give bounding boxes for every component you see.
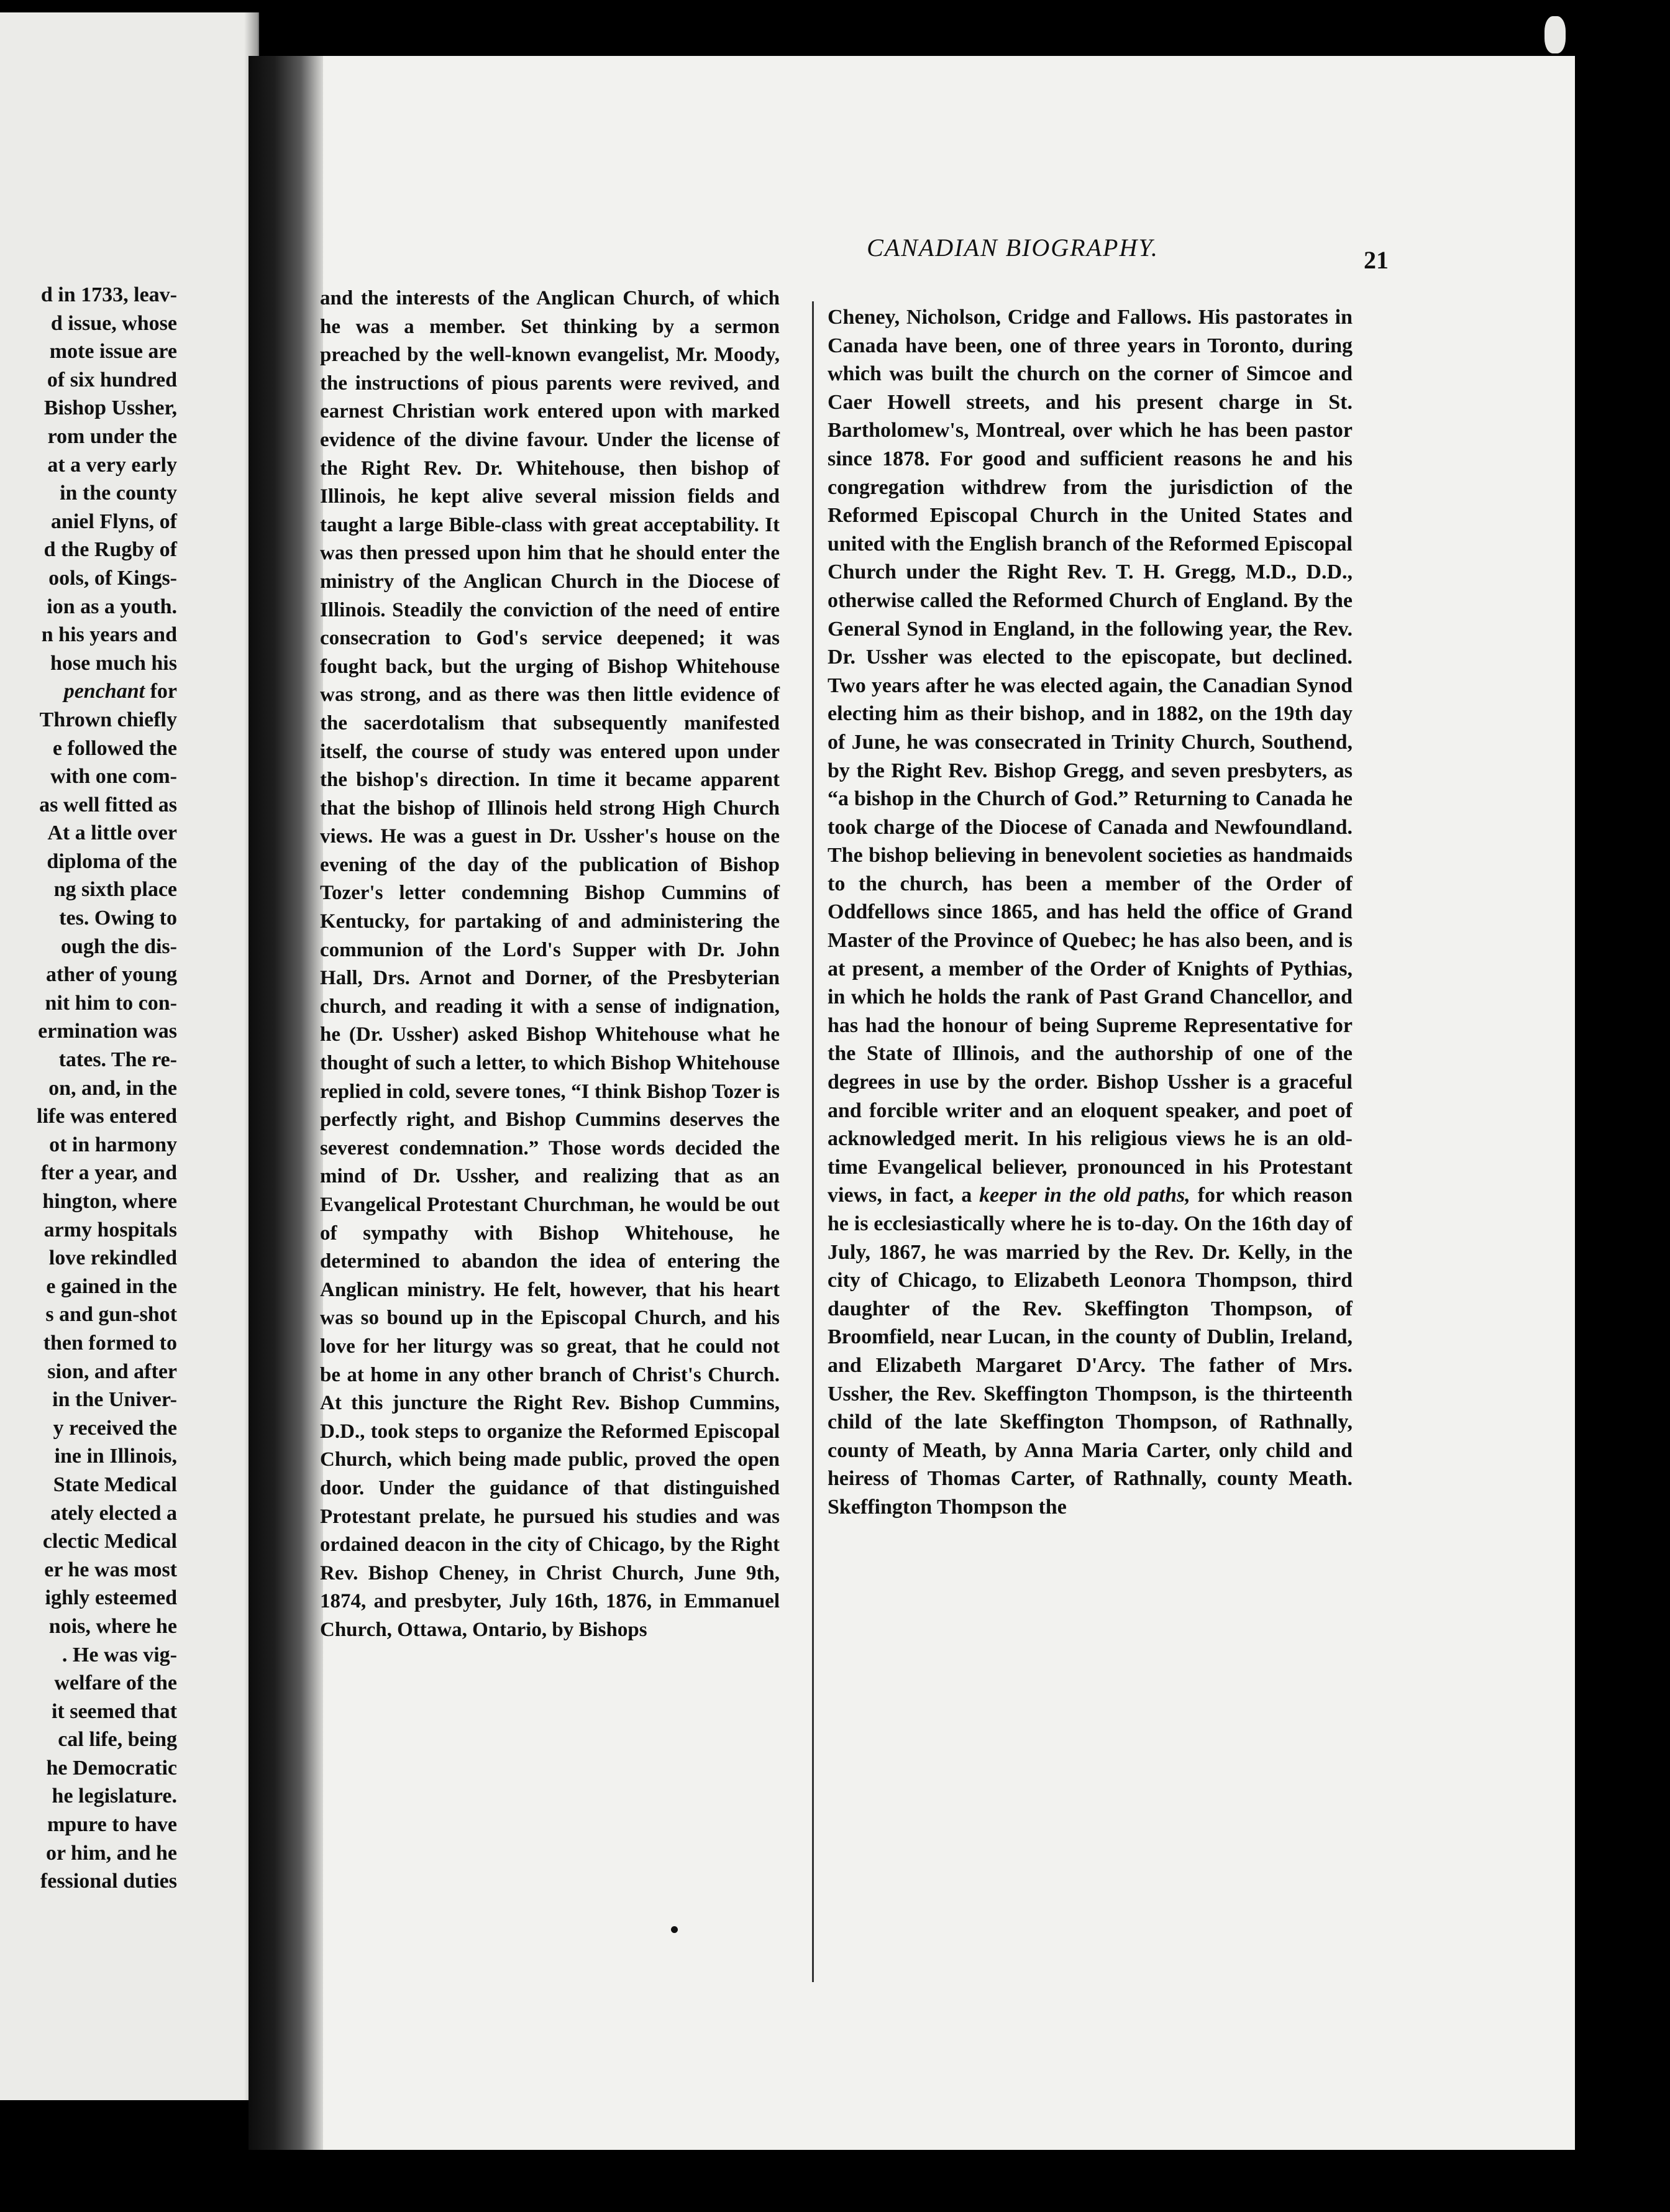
column-divider [812,301,814,1982]
previous-page-line: n his years and [41,623,177,647]
previous-page-line: rom under the [47,424,177,448]
previous-page-line: fter a year, and [40,1161,177,1185]
previous-page-line: nit him to con- [45,991,177,1015]
previous-page-line: d the Rugby of [43,538,177,562]
text-column-right [828,303,1353,1522]
previous-page-line: State Medical [53,1473,177,1496]
previous-page-line: army hospitals [43,1218,177,1241]
previous-page-line: as well fitted as [39,793,177,816]
previous-page-line: Bishop Ussher, [43,396,177,420]
previous-page-line: on, and, in the [48,1076,177,1100]
previous-page-line: cal life, being [58,1728,177,1752]
previous-page [0,12,259,2100]
previous-page-column [0,281,177,1896]
previous-page-line: ighly esteemed [45,1586,177,1610]
previous-page-line: tates. The re- [58,1048,177,1072]
previous-page-line: aniel Flyns, of [50,510,177,533]
book-gutter-shadow [249,56,323,2150]
previous-page-line: or him, and he [46,1841,177,1865]
italic-phrase: keeper in the old paths, [979,1184,1190,1207]
previous-page-line: welfare of the [54,1671,177,1695]
previous-page-line: mpure to have [47,1813,177,1837]
previous-page-line: ion as a youth. [47,595,177,618]
previous-page-line: hington, where [42,1190,177,1213]
previous-page-line: d in 1733, leav- [40,283,177,306]
ink-dot [671,1926,678,1933]
previous-page-line: love rekindled [48,1246,177,1270]
previous-page-line: tes. Owing to [59,907,177,930]
previous-page-line: at a very early [47,453,177,477]
text-column-left [320,285,780,1645]
current-page [249,56,1575,2150]
column-left-text: and the interests of the Anglican Church, of which he was a member. Set thinking by a sermon preached by the well-known evangelist, Mr. Moody, the instructions of pious parents were revived, and earnest Christian work entered upon with marked evidence of the divine favour. Under the license of the Right Rev. Dr. Whitehouse, then bishop of Illinois, he kept alive several mission fields and taught a large Bible-class with great acceptability. It was then pressed upon him that he should enter the ministry of the Anglican Church in the Diocese of Illinois. Steadily the conviction of the need of entire consecration to God's service deepened; it was fought back, but the urging of Bishop Whitehouse was strong, and as there was then little evidence of the sacerdotalism that subsequently manifested itself, the course of study was entered upon under the bishop's direction. In time it became apparent that the bishop of Illinois held strong High Church views. He was a guest in Dr. Ussher's house on the evening of the day of the publication of Bishop Tozer's letter condemning Bishop Cummins of Kentucky, for partaking of and administering the communion of the Lord's Supper with Dr. John Hall, Drs. Arnot and Dorner, of the Presbyterian church, and reading it with a sense of indignation, he (Dr. Ussher) asked Bishop Whitehouse what he thought of such a letter, to which Bishop Whitehouse replied in cold, severe tones, “I think Bishop Tozer is perfectly right, and Bishop Cummins deserves the severest condemnation.” Those words decided the mind of Dr. Ussher, and realizing that as an Evangelical Protestant Churchman, he would be out of sympathy with Bishop Whitehouse, he determined to abandon the idea of entering the Anglican ministry. He felt, however, that his heart was so bound up in the Episcopal Church, and his love for her liturgy was so great, that he could not be at home in any other branch of Christ's Church. At this juncture the Right Rev. Bishop Cummins, D.D., took steps to organize the Reformed Episcopal Church, which being made public, proved the open door. Under the guidance of that distinguished Protestant prelate, he pursued his studies and was ordained deacon in the city of Chicago, by the Right Rev. Bishop Cheney, in Christ Church, June 9th, 1874, and presbyter, July 16th, 1876, in Emmanuel Church, Ottawa, Ontario, by Bishops [320,287,780,1641]
column-right-text-1: Cheney, Nicholson, Cridge and Fallows. His pastorates in Canada have been, one of three years in Toronto, during which was built the church on the corner of Simcoe and Caer Howell streets, and his present charge in St. Bartholomew's, Montreal, over which he has been pastor since 1878. For good and sufficient reasons he and his congregation withdrew from the jurisdiction of the Reformed Episcopal Church in the United States and united with the English branch of the Reformed Episcopal Church under the Right Rev. T. H. Gregg, M.D., D.D., otherwise called the Reformed Church of England. By the General Synod in England, in the following year, the Rev. Dr. Ussher was elected to the episcopate, but declined. Two years after he was elected again, the Canadian Synod electing him as their bishop, and in 1882, on the 19th day of June, he was consecrated in Trinity Church, Southend, by the Right Rev. Bishop Gregg, and seven presbyters, as “a bishop in the Church of God.” Returning to Canada he took charge of the Diocese of Canada and Newfoundland. The bishop believing in benevolent societies as handmaids to the church, has been a member of the Order of Oddfellows since 1865, and has held the office of Grand Master of the Province of Quebec; he has also been, and is at present, a member of the Order of Knights of Pythias, in which he holds the rank of Past Grand Chancellor, and has had the honour of being Supreme Representative for the State of Illinois, and the authorship of one of the degrees in use by the order. Bishop Ussher is a graceful and forcible writer and an eloquent speaker, and poet of acknowledged merit. In his religious views he is an old-time Evangelical believer, pronounced in his Protestant views, in fact, a [828,306,1353,1207]
previous-page-line: e followed the [52,736,177,760]
previous-page-line: ough the dis- [60,935,177,958]
previous-page-line: ng sixth place [53,878,177,902]
previous-page-line: he legislature. [52,1785,177,1808]
column-right-paragraph [828,303,1353,1522]
previous-page-line: he Democratic [46,1756,177,1780]
previous-page-line: in the Univer- [52,1388,177,1412]
previous-page-line: hose much his [50,651,177,675]
previous-page-line: ools, of Kings- [48,566,177,590]
running-title: CANADIAN BIOGRAPHY. [867,234,1159,262]
previous-page-line: ately elected a [50,1501,177,1525]
previous-page-line: ot in harmony [49,1133,177,1156]
previous-page-line: nois, where he [48,1614,177,1638]
previous-page-line: s and gun-shot [45,1303,177,1327]
previous-page-line: . He was vig- [62,1643,177,1666]
previous-page-line: sion, and after [47,1360,177,1383]
previous-page-line: mote issue are [49,340,177,363]
previous-page-line: d issue, whose [50,311,177,335]
corner-blemish [1545,16,1566,53]
previous-page-line: of six hundred [47,368,177,391]
previous-page-line: with one com- [50,765,177,788]
previous-page-line: ather of young [46,963,177,987]
previous-page-line: y received the [53,1416,177,1440]
previous-page-line: life was entered [37,1105,177,1128]
page-number: 21 [1364,246,1389,274]
previous-page-line: Thrown chiefly [39,708,177,731]
previous-page-line: penchant for [63,680,177,703]
previous-page-line: in the county [60,482,177,505]
previous-page-line: fessional duties [40,1870,177,1893]
previous-page-line: e gained in the [46,1274,177,1298]
previous-page-line: At a little over [47,821,177,845]
previous-page-line: ine in Illinois, [54,1445,177,1468]
previous-page-line: er he was most [44,1558,177,1581]
previous-page-line: clectic Medical [42,1530,177,1553]
previous-page-line: then formed to [43,1331,177,1355]
column-right-text-2: for which reason he is ecclesiastically where he is to-day. On the 16th day of July, 1867, he was married by the Rev. Dr. Kelly, in the city of Chicago, to Elizabeth Leonora Thompson, third daughter of the Rev. Skeffington Thompson, of Broomfield, near Lucan, in the county of Dublin, Ireland, and Elizabeth Margaret D'Arcy. The father of Mrs. Ussher, the Rev. Skeffington Thompson, is the thirteenth child of the late Skeffington Thompson, of Rathnally, county of Meath, by Anna Maria Carter, only child and heiress of Thomas Carter, of Rathnally, county Meath. Skeffington Thompson the [828,1184,1353,1519]
previous-page-line: diploma of the [47,849,177,873]
previous-page-line: ermination was [38,1020,177,1043]
previous-page-line: it seemed that [51,1699,177,1723]
